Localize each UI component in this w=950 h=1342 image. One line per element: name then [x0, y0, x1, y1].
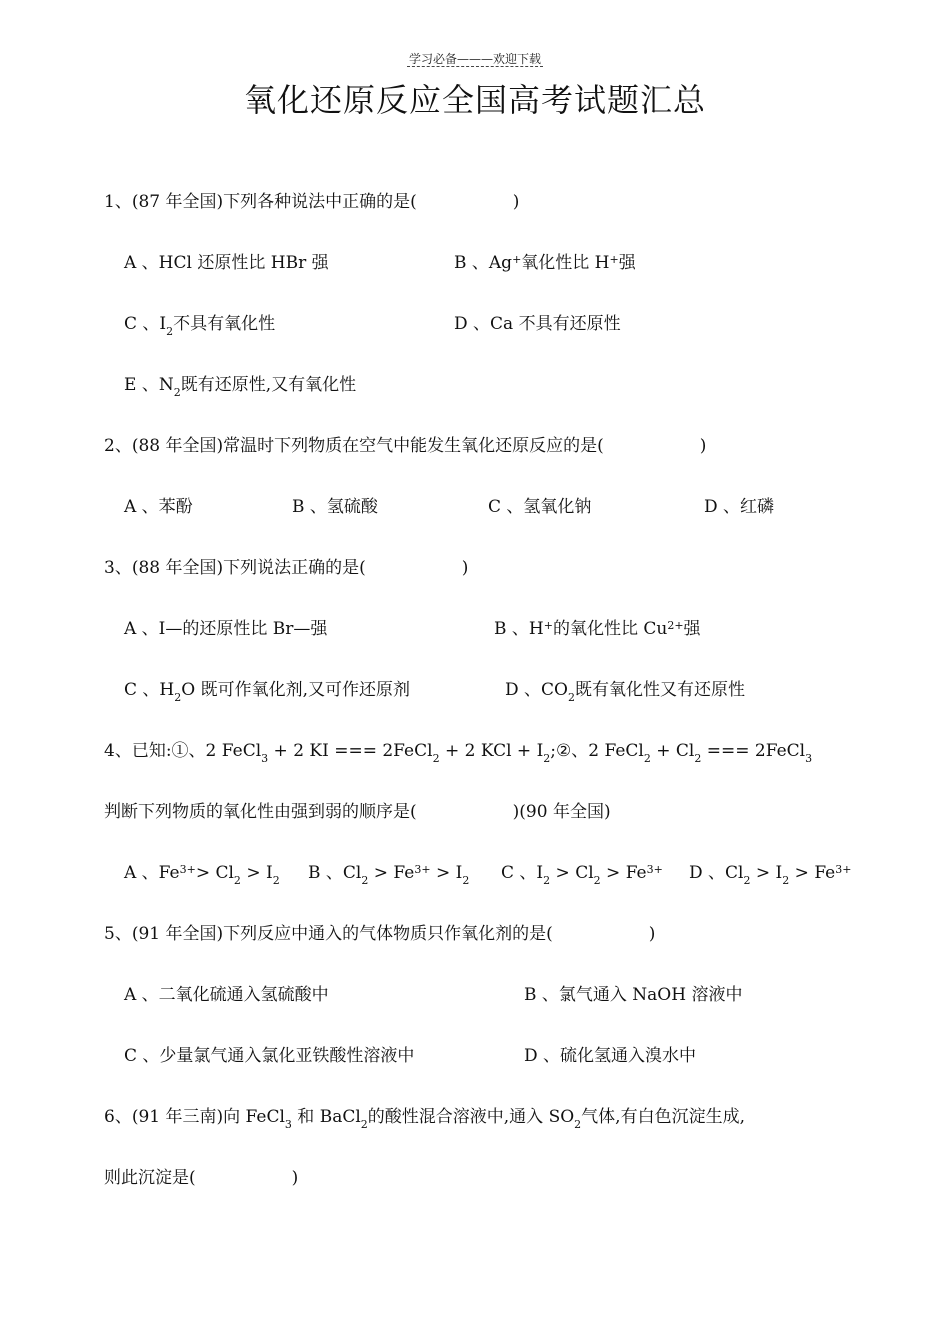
q6-stem-line2: 则此沉淀是( ) [104, 1168, 299, 1188]
q1-option-e: E 、$N_2$既有还原性,又有氧化性 [124, 375, 357, 399]
q3-stem: 3、(88 年全国)下列说法正确的是( ) [104, 558, 469, 578]
q1-stem: 1、(87 年全国)下列各种说法中正确的是( ) [104, 192, 520, 212]
q2-option-d: D 、红磷 [704, 497, 775, 517]
q4-stem-line2: 判断下列物质的氧化性由强到弱的顺序是( )(90 年全国) [104, 802, 611, 822]
q1-option-c: C 、$I_2$不具有氧化性 [124, 314, 276, 338]
q2-option-a: A 、苯酚 [124, 497, 193, 517]
q3-option-c: C 、$H_2O$ 既可作氧化剂,又可作还原剂 [124, 680, 410, 704]
q4-stem-line1: 4、已知:①、2 FeCl$_3$ + 2 KI === 2FeCl$_2$ + 2 KCl + $I_2;②$、2 FeCl$_2$ + $Cl_2$ === 2FeCl$_3$ [104, 741, 813, 765]
q6-stem-line1: 6、(91 年三南)向 FeCl$_3$ 和 BaCl$_2$的酸性混合溶液中,通入 $SO_2$气体,有白色沉淀生成, [104, 1107, 745, 1131]
q4-option-b: B 、$Cl_2 > Fe^{3+} > I_2$ [308, 863, 470, 887]
page-title: 氧化还原反应全国高考试题汇总 [243, 81, 706, 119]
q5-option-b: B 、氯气通入 NaOH 溶液中 [524, 985, 743, 1005]
q5-option-c: C 、少量氯气通入氯化亚铁酸性溶液中 [124, 1046, 415, 1066]
q1-option-b: B 、Ag+氧化性比 H+强 [454, 253, 636, 273]
page-header [0, 50, 950, 67]
q3-option-b: B 、H+的氧化性比 $Cu^{2+}$强 [494, 619, 701, 639]
q1-option-d: D 、Ca 不具有还原性 [454, 314, 621, 334]
q2-stem: 2、(88 年全国)常温时下列物质在空气中能发生氧化还原反应的是( ) [104, 436, 707, 456]
q5-option-d: D 、硫化氢通入溴水中 [524, 1046, 697, 1066]
q1-option-a: A 、HCl 还原性比 HBr 强 [124, 253, 329, 273]
q2-option-b: B 、氢硫酸 [292, 497, 378, 517]
q4-option-c: C 、$I_2 > Cl_2 > Fe^{3+}$ [501, 863, 663, 887]
q4-option-a: A 、$Fe^{3+}> Cl_2 > I_2$ [124, 863, 280, 887]
q3-option-d: D 、$CO_2$既有氧化性又有还原性 [505, 680, 745, 704]
q2-option-c: C 、氢氧化钠 [488, 497, 592, 517]
header-text: 学习必备———欢迎下载 [408, 52, 541, 66]
q4-option-d: D 、$Cl_2 > I_2 > Fe^{3+}$ [689, 863, 852, 887]
q3-option-a: A 、I—的还原性比 Br—强 [124, 619, 328, 639]
q5-option-a: A 、二氧化硫通入氢硫酸中 [124, 985, 329, 1005]
q5-stem: 5、(91 年全国)下列反应中通入的气体物质只作氧化剂的是( ) [104, 924, 656, 944]
